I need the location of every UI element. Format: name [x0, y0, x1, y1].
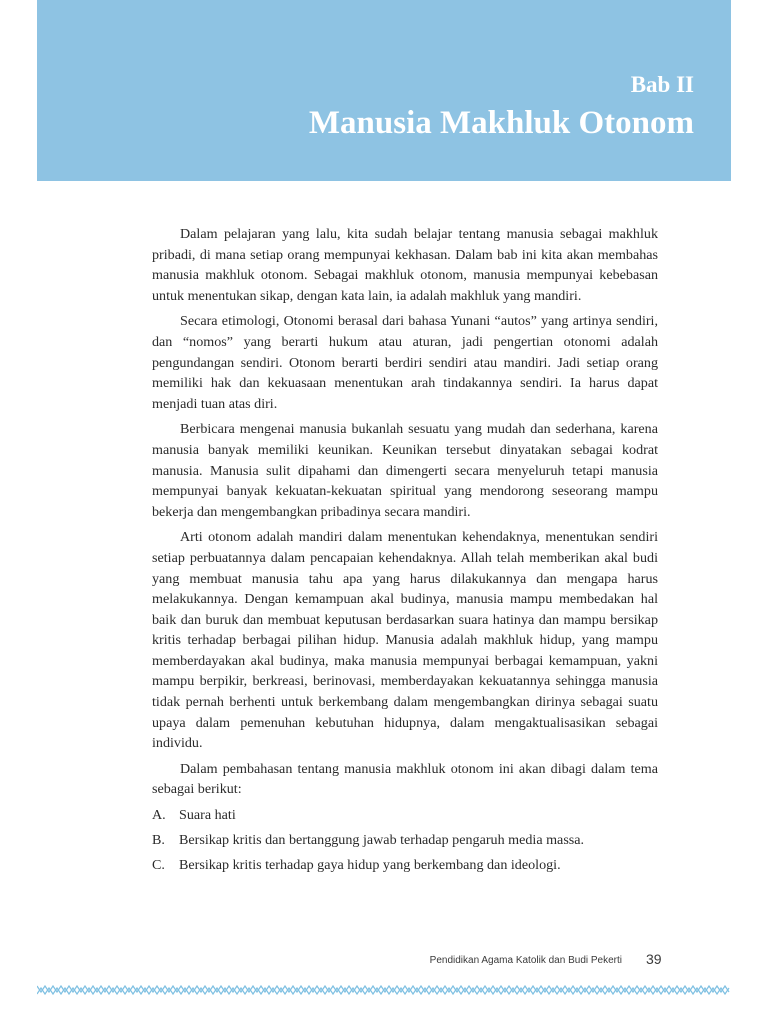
list-item	[152, 855, 658, 876]
list-item-letter: A.	[152, 807, 166, 824]
footer-book-title: Pendidikan Agama Katolik dan Budi Pekerti	[429, 955, 622, 966]
paragraph-themes-intro: Dalam pembahasan tentang manusia makhluk otonom ini akan dibagi dalam tema sebagai berikut:	[152, 760, 658, 798]
list-item-text: Suara hati	[179, 807, 236, 824]
page-number: 39	[646, 951, 662, 967]
chapter-title: Manusia Makhluk Otonom	[308, 105, 694, 141]
list-item	[152, 805, 658, 826]
list-item-text: Bersikap kritis terhadap gaya hidup yang berkembang dan ideologi.	[179, 857, 561, 874]
body-text	[152, 224, 658, 880]
list-item-letter: B.	[152, 832, 165, 849]
list-item-letter: C.	[152, 857, 165, 874]
paragraph-meaning: Arti otonom adalah mandiri dalam menentukan kehendaknya, menentukan sendiri setiap perbuatannya dalam pencapaian kehendaknya. Allah telah memberikan akal budi yang membuat manusia tahu apa yang harus dilakukannya dan mengapa harus melakukannya. Dengan kemampuan akal budinya, manusia mampu membedakan hal baik dan buruk dan membuat keputusan berdasarkan suara hatinya dan mampu bersikap kritis terhadap berbagai pilihan hidup. Manusia adalah makhluk hidup, yang mampu memberdayakan akal budinya, maka manusia mempunyai berbagai kemampuan, yakni mampu berpikir, berkreasi, berinovasi, memberdayakan kekuatannya sehingga manusia tidak pernah berhenti untuk berkembang dalam mengembangkan dirinya sebagai suatu upaya dalam pemenuhan kebutuhan hidupnya, dalam mengaktualisasikan sebagai individu.	[152, 529, 658, 752]
list-item	[152, 830, 658, 851]
chapter-label: Bab II	[630, 72, 694, 97]
footer-ornament	[37, 984, 731, 996]
paragraph-etymology: Secara etimologi, Otonomi berasal dari bahasa Yunani “autos” yang artinya sendiri, dan “nomos” yang berarti hukum atau aturan, jadi pengertian otonomi adalah pengundangan sendiri. Otonom berarti berdiri sendiri atau mandiri. Jadi setiap orang memiliki hak dan kekuasaan menentukan arah tindakannya sendiri. Ia harus dapat menjadi tuan atas diri.	[152, 313, 658, 412]
list-item-text: Bersikap kritis dan bertanggung jawab terhadap pengaruh media massa.	[179, 832, 585, 849]
theme-list	[152, 805, 658, 876]
paragraph-intro: Dalam pelajaran yang lalu, kita sudah belajar tentang manusia sebagai makhluk pribadi, di mana setiap orang mempunyai kekhasan. Dalam bab ini kita akan membahas manusia makhluk otonom. Sebagai makhluk otonom, manusia mempunyai kebebasan untuk menentukan sikap, dengan kata lain, ia adalah makhluk yang mandiri.	[152, 226, 658, 304]
chapter-header-band	[37, 0, 731, 181]
paragraph-uniqueness: Berbicara mengenai manusia bukanlah sesuatu yang mudah dan sederhana, karena manusia banyak memiliki keunikan. Keunikan tersebut dinyatakan sebagai kodrat manusia. Manusia sulit dipahami dan dimengerti secara menyeluruh tetapi manusia mempunyai banyak kekuatan-kekuatan spiritual yang mendorong seseorang mampu bekerja dan mengembangkan pribadinya secara mandiri.	[152, 421, 658, 520]
